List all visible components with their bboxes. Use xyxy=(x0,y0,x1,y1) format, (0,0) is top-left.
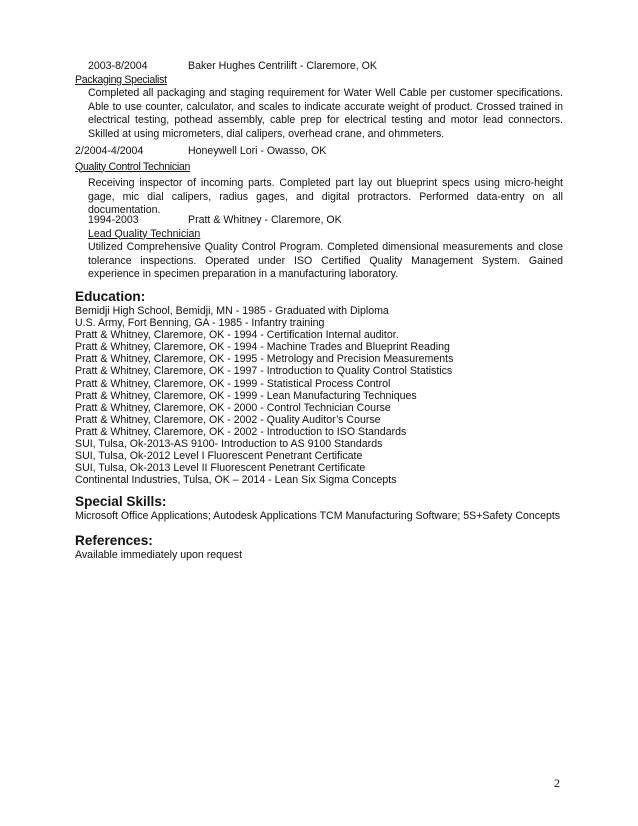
education-section xyxy=(75,289,563,486)
job-title: Packaging Specialist xyxy=(75,73,167,86)
education-item: Pratt & Whitney, Claremore, OK - 2002 - Introduction to ISO Standards xyxy=(75,425,407,438)
job-title: Lead Quality Technician xyxy=(88,227,201,240)
job-entry xyxy=(75,60,563,142)
education-item: Pratt & Whitney, Claremore, OK - 1995 - Metrology and Precision Measurements xyxy=(75,353,454,366)
job-description: Utilized Comprehensive Quality Control Program. Completed dimensional measurements and close tolerance inspections. Operated under ISO Certified Quality Management System. Gained experience in specimen preparation in a manufacturing laboratory. xyxy=(88,241,563,281)
section-heading: References: xyxy=(75,533,153,548)
job-dates: 2003-8/2004 xyxy=(88,60,148,72)
education-list xyxy=(75,305,563,486)
education-item: Pratt & Whitney, Claremore, OK - 1994 - Machine Trades and Blueprint Reading xyxy=(75,341,450,354)
skills-section xyxy=(75,494,563,522)
job-header xyxy=(88,214,563,228)
education-item: SUI, Tulsa, Ok-2013 Level II Fluorescent Penetrant Certificate xyxy=(75,462,366,475)
job-dates: 1994-2003 xyxy=(88,214,139,226)
section-heading: Education: xyxy=(75,289,146,304)
education-item: Pratt & Whitney, Claremore, OK - 1999 - Lean Manufacturing Techniques xyxy=(75,389,417,402)
references-section xyxy=(75,533,563,561)
job-header xyxy=(75,145,563,159)
job-entry xyxy=(75,214,563,282)
references-text: Available immediately upon request xyxy=(75,549,243,561)
job-entry xyxy=(75,145,563,218)
job-employer: Baker Hughes Centrilift - Claremore, OK xyxy=(188,60,377,72)
section-heading: Special Skills: xyxy=(75,494,167,509)
education-item: Pratt & Whitney, Claremore, OK - 2000 - Control Technician Course xyxy=(75,401,391,414)
education-item: U.S. Army, Fort Benning, GA - 1985 - Infantry training xyxy=(75,317,325,330)
education-item: Pratt & Whitney, Claremore, OK - 1999 - Statistical Process Control xyxy=(75,377,391,390)
page-number: 2 xyxy=(554,776,560,790)
job-dates: 2/2004-4/2004 xyxy=(75,145,144,157)
job-employer: Honeywell Lori - Owasso, OK xyxy=(188,145,327,157)
education-item: Pratt & Whitney, Claremore, OK - 1994 - Certification Internal auditor. xyxy=(75,329,399,342)
education-item: Pratt & Whitney, Claremore, OK - 2002 - Quality Auditor’s Course xyxy=(75,413,381,426)
education-item: SUI, Tulsa, Ok-2013-AS 9100- Introduction to AS 9100 Standards xyxy=(75,438,383,451)
job-title: Quality Control Technician xyxy=(75,160,191,173)
job-description: Completed all packaging and staging requirement for Water Well Cable per customer specifications. Able to use counter, calculator, and scales to indicate accurate weight of product. Crossed trained in electrical testing, pothead assembly, cable prep for electrical testing and motor lead connectors. Skilled at using micrometers, dial calipers, overhead crane, and ohmmeters. xyxy=(88,87,563,140)
job-description: Receiving inspector of incoming parts. Completed part lay out blueprint specs using micro-height gage, mic dial calipers, radius gages, and digital protractors. Performed data-entry on all documentation. xyxy=(88,177,563,217)
skills-text: Microsoft Office Applications; Autodesk Applications TCM Manufacturing Software; 5S+Safety Concepts xyxy=(75,510,561,522)
job-employer: Pratt & Whitney - Claremore, OK xyxy=(188,214,342,226)
education-item: Pratt & Whitney, Claremore, OK - 1997 - Introduction to Quality Control Statistics xyxy=(75,365,453,378)
education-item: Bemidji High School, Bemidji, MN - 1985 - Graduated with Diploma xyxy=(75,305,389,317)
education-item: Continental Industries, Tulsa, OK – 2014 - Lean Six Sigma Concepts xyxy=(75,474,397,487)
education-item: SUI, Tulsa, Ok-2012 Level I Fluorescent Penetrant Certificate xyxy=(75,450,363,463)
job-header xyxy=(88,60,563,74)
